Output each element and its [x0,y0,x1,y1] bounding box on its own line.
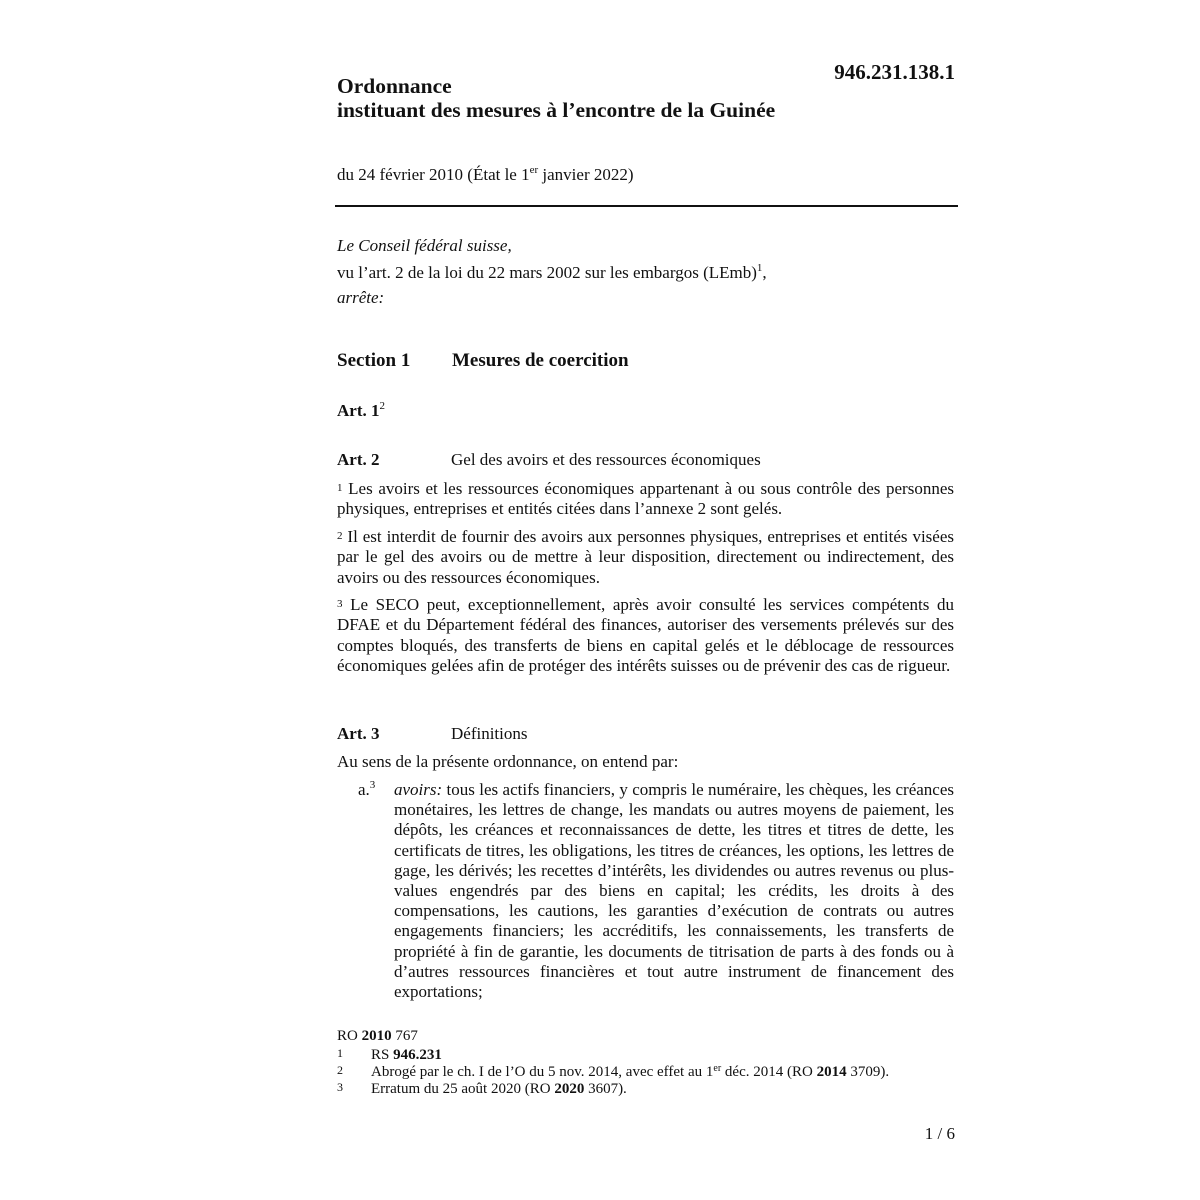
article-3-intro: Au sens de la présente ordonnance, on entend par: [337,752,679,771]
fn2-sup: er [713,1063,722,1074]
fn2-text-c: 3709). [846,1064,890,1080]
footnote-number: 3 [337,1080,343,1094]
paragraph-text: Il est interdit de fournir des avoirs aux personnes physiques, entreprises et entités visées par le gel des avoirs ou de mettre à leur disposition, directement ou indirectement, des avoirs ou des ressources économiques. [337,527,954,587]
footnote-ref-2[interactable]: 2 [379,400,385,412]
section-title: Mesures de coercition [452,350,629,371]
footnote-ref-1[interactable]: 1 [756,262,763,274]
footnote-ref-3[interactable]: 3 [369,779,376,791]
page-title [337,74,775,122]
preamble-basis-end: , [762,263,767,282]
fn1-ref: 946.231 [393,1047,442,1063]
ro-page: 767 [391,1028,418,1044]
fn3-text-c: 3607). [584,1081,627,1097]
date-suffix: janvier 2022) [538,165,634,184]
fn2-text-a: Abrogé par le ch. I de l’O du 5 nov. 2014, avec effet au 1 [371,1064,714,1080]
item-letter: a. [358,780,370,799]
paragraph-number: 1 [337,482,343,494]
fn2-text-b: déc. 2014 (RO [721,1064,817,1080]
article-1-heading [337,401,385,421]
preamble-authority: Le Conseil fédéral suisse, [337,236,512,255]
preamble-basis-text: vu l’art. 2 de la loi du 22 mars 2002 sur les embargos (LEmb) [337,263,757,282]
fn3-year: 2020 [554,1081,585,1097]
date-sup: er [529,164,539,176]
footnote-text [371,1047,442,1064]
title-line-1: Ordonnance [337,74,452,98]
ro-year: 2010 [361,1028,392,1044]
preamble-decree: arrête: [337,288,385,307]
footnote-number: 1 [337,1046,343,1060]
footnote-number: 2 [337,1063,343,1077]
fn3-text-a: Erratum du 25 août 2020 (RO [371,1081,555,1097]
article-2-paragraph-1 [337,479,954,520]
article-2-title: Gel des avoirs et des ressources économiques [451,450,761,469]
footnote-text [371,1081,627,1098]
item-text: tous les actifs financiers, y compris le numéraire, les chèques, les créances monétaires, les lettres de change, les mandats ou autres moyens de paiement, les dépôts, les créances et reconnaissances de dette, les titres et titres de dette, les certificats de titres, les obligations, les titres de créances, les options, les lettres de gage, les dérivés; les recettes d’intérêts, les dividendes ou autres revenus ou plus-values engendrés par des biens en capital; les crédits, les droits à des compensations, les cautions, les garanties d’exécution de contrats ou autres engagements financiers; les accréditifs, les connaissements, les transferts de propriété à fin de garantie, les documents de titrisation de parts à des fonds ou à d’autres ressources financières et tout autre instrument de financement des exportations; [394,780,954,1002]
footnote-text [371,1064,889,1081]
document-number: 946.231.138.1 [834,60,955,84]
article-2-label: Art. 2 [337,450,380,469]
official-compilation-ref [337,1028,418,1045]
ro-prefix: RO [337,1028,362,1044]
date-prefix: du 24 février 2010 (État le 1 [337,165,530,184]
item-term: avoirs: [394,780,443,799]
section-label: Section 1 [337,350,411,371]
paragraph-text: Le SECO peut, exceptionnellement, après avoir consulté les services compétents du DFAE et du Département fédéral des finances, autoriser des versements prélevés sur des comptes bloqués, des transferts de biens en capital gelés et le déblocage de ressources économiques gelées afin de protéger des intérêts suisses ou de prévenir des cas de rigueur. [337,595,954,676]
article-3-label: Art. 3 [337,724,380,743]
paragraph-text: Les avoirs et les ressources économiques appartenant à ou sous contrôle des personnes physiques, entreprises et entités citées dans l’annexe 2 sont gelés. [337,479,954,519]
paragraph-number: 3 [337,598,343,610]
fn2-year: 2014 [816,1064,847,1080]
paragraph-number: 2 [337,530,343,542]
article-3-title: Définitions [451,724,528,743]
title-line-2: instituant des mesures à l’encontre de la Guinée [337,98,776,122]
article-2-paragraph-2 [337,527,954,588]
list-item-letter [358,780,375,800]
preamble-basis [337,263,767,283]
list-item [394,780,954,1002]
fn1-prefix: RS [371,1047,394,1063]
document-date [337,165,634,185]
article-1-label: Art. 1 [337,401,380,420]
header-divider [335,205,958,207]
page-number: 1 / 6 [924,1124,955,1143]
article-2-paragraph-3 [337,595,954,677]
